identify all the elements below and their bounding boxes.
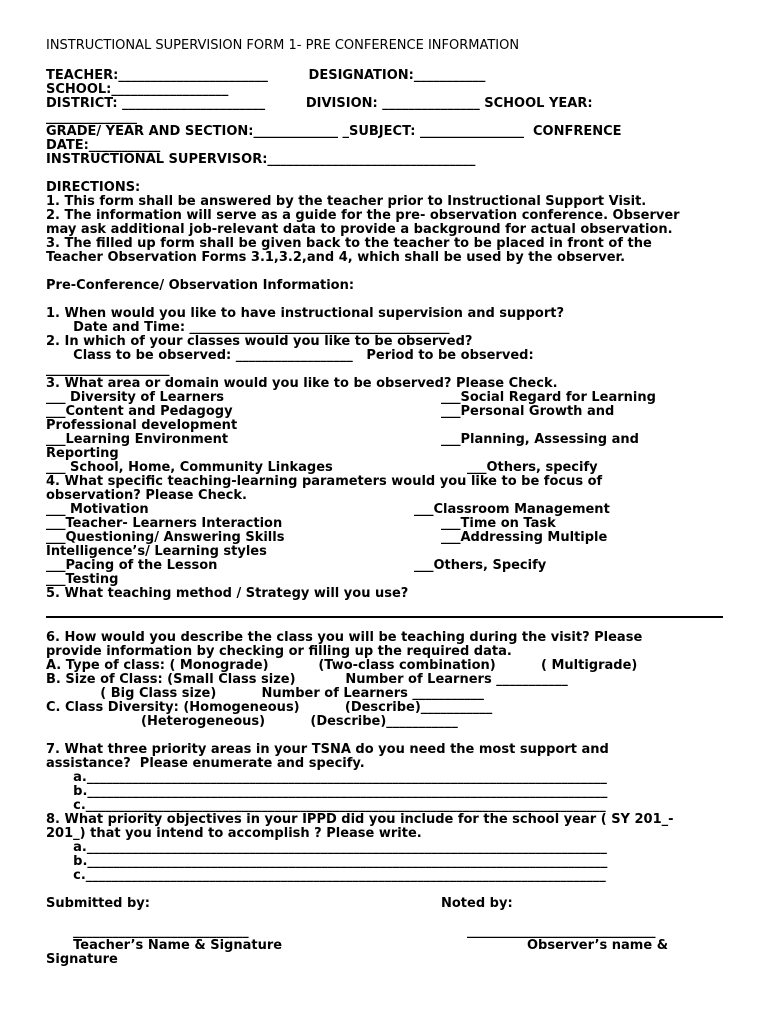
- directions-line: 3. The filled up form shall be given back to the teacher to be placed in front of the: [46, 236, 652, 251]
- class-period-field: Class to be observed: __________________ Period to be observed:: [46, 348, 534, 363]
- checkbox-item: ___Others, specify: [467, 460, 598, 475]
- checkbox-item: ___Teacher- Learners Interaction: [46, 516, 283, 531]
- period-field-cont: ___________________: [46, 362, 170, 377]
- observer-signature-line: _____________________________: [467, 924, 656, 939]
- observer-signature-label-cont: Signature: [46, 952, 118, 967]
- checkbox-item: ___Planning, Assessing and: [441, 432, 639, 447]
- teacher-signature-label: Teacher’s Name & Signature: [46, 938, 283, 953]
- directions-heading: DIRECTIONS:: [46, 180, 141, 195]
- school-year-field: ______________: [46, 110, 137, 125]
- answer-line-b: b.________________________________________________________________________________: [46, 854, 608, 869]
- checkbox-item-cont: Professional development: [46, 418, 238, 433]
- checkbox-item: ___ Motivation: [46, 502, 149, 517]
- checkbox-item: ___Content and Pedagogy: [46, 404, 233, 419]
- question-6-cont: provide information by checking or filling up the required data.: [46, 644, 512, 659]
- checkbox-item: ___Others, Specify: [414, 558, 547, 573]
- form-title: INSTRUCTIONAL SUPERVISION FORM 1- PRE CONFERENCE INFORMATION: [46, 38, 520, 53]
- school-field: SCHOOL:__________________: [46, 82, 229, 97]
- teacher-signature-line: ___________________________: [46, 924, 249, 939]
- conference-date-field: DATE:___________: [46, 138, 161, 153]
- question-8-cont: 201_) that you intend to accomplish ? Please write.: [46, 826, 422, 841]
- checkbox-item: ___Social Regard for Learning: [441, 390, 656, 405]
- checkbox-item: ___Classroom Management: [414, 502, 610, 517]
- question-4-cont: observation? Please Check.: [46, 488, 247, 503]
- answer-line-a: a.________________________________________________________________________________: [46, 770, 607, 785]
- district-division-field: DISTRICT: ______________________ DIVISION: _______________ SCHOOL YEAR:: [46, 96, 593, 111]
- submitted-by-label: Submitted by:: [46, 896, 150, 911]
- checkbox-item: ___Testing: [46, 572, 119, 587]
- checkbox-item: ___Questioning/ Answering Skills: [46, 530, 285, 545]
- checkbox-item: ___ Diversity of Learners: [46, 390, 225, 405]
- answer-line-c: c.________________________________________________________________________________: [46, 798, 606, 813]
- question-7: 7. What three priority areas in your TSNA do you need the most support and: [46, 742, 609, 757]
- class-diversity-homogeneous: C. Class Diversity: (Homogeneous) (Describe)___________: [46, 700, 493, 715]
- directions-line: 2. The information will serve as a guide for the pre- observation conference. Observer: [46, 208, 680, 223]
- date-time-field: Date and Time: ________________________________________: [46, 320, 450, 335]
- class-size-big: ( Big Class size) Number of Learners ___________: [46, 686, 484, 701]
- class-size-small: B. Size of Class: (Small Class size) Number of Learners ___________: [46, 672, 568, 687]
- checkbox-item: ___Time on Task: [441, 516, 556, 531]
- section-heading: Pre-Conference/ Observation Information:: [46, 278, 355, 293]
- question-7-cont: assistance? Please enumerate and specify.: [46, 756, 365, 771]
- question-5: 5. What teaching method / Strategy will you use?: [46, 586, 409, 601]
- answer-line-b: b.________________________________________________________________________________: [46, 784, 608, 799]
- noted-by-label: Noted by:: [441, 896, 513, 911]
- checkbox-item: ___Learning Environment: [46, 432, 229, 447]
- checkbox-item-cont: Intelligence’s/ Learning styles: [46, 544, 267, 559]
- checkbox-item: ___Addressing Multiple: [441, 530, 608, 545]
- question-2: 2. In which of your classes would you like to be observed?: [46, 334, 473, 349]
- checkbox-item: ___ School, Home, Community Linkages: [46, 460, 333, 475]
- checkbox-item: ___Personal Growth and: [441, 404, 615, 419]
- class-type-options: A. Type of class: ( Monograde) (Two-class combination) ( Multigrade): [46, 658, 638, 673]
- checkbox-item-cont: Reporting: [46, 446, 119, 461]
- directions-line: Teacher Observation Forms 3.1,3.2,and 4, which shall be used by the observer.: [46, 250, 626, 265]
- observer-signature-label: Observer’s name &: [527, 938, 669, 953]
- answer-line: [46, 616, 723, 618]
- question-6: 6. How would you describe the class you will be teaching during the visit? Please: [46, 630, 643, 645]
- answer-line-a: a.________________________________________________________________________________: [46, 840, 607, 855]
- answer-line-c: c.________________________________________________________________________________: [46, 868, 606, 883]
- question-8: 8. What priority objectives in your IPPD did you include for the school year ( SY 201_-: [46, 812, 674, 827]
- question-3: 3. What area or domain would you like to be observed? Please Check.: [46, 376, 558, 391]
- supervisor-field: INSTRUCTIONAL SUPERVISOR:________________________________: [46, 152, 476, 167]
- class-diversity-heterogeneous: (Heterogeneous) (Describe)___________: [46, 714, 458, 729]
- checkbox-item: ___Pacing of the Lesson: [46, 558, 218, 573]
- grade-subject-field: GRADE/ YEAR AND SECTION:_____________ _SUBJECT: ________________ CONFRENCE: [46, 124, 622, 139]
- directions-line: 1. This form shall be answered by the teacher prior to Instructional Support Visit.: [46, 194, 647, 209]
- directions-line: may ask additional job-relevant data to provide a background for actual observation.: [46, 222, 673, 237]
- question-4: 4. What specific teaching-learning parameters would you like to be focus of: [46, 474, 603, 489]
- question-1: 1. When would you like to have instructional supervision and support?: [46, 306, 565, 321]
- teacher-designation-field: TEACHER:_______________________ DESIGNATION:___________: [46, 68, 486, 83]
